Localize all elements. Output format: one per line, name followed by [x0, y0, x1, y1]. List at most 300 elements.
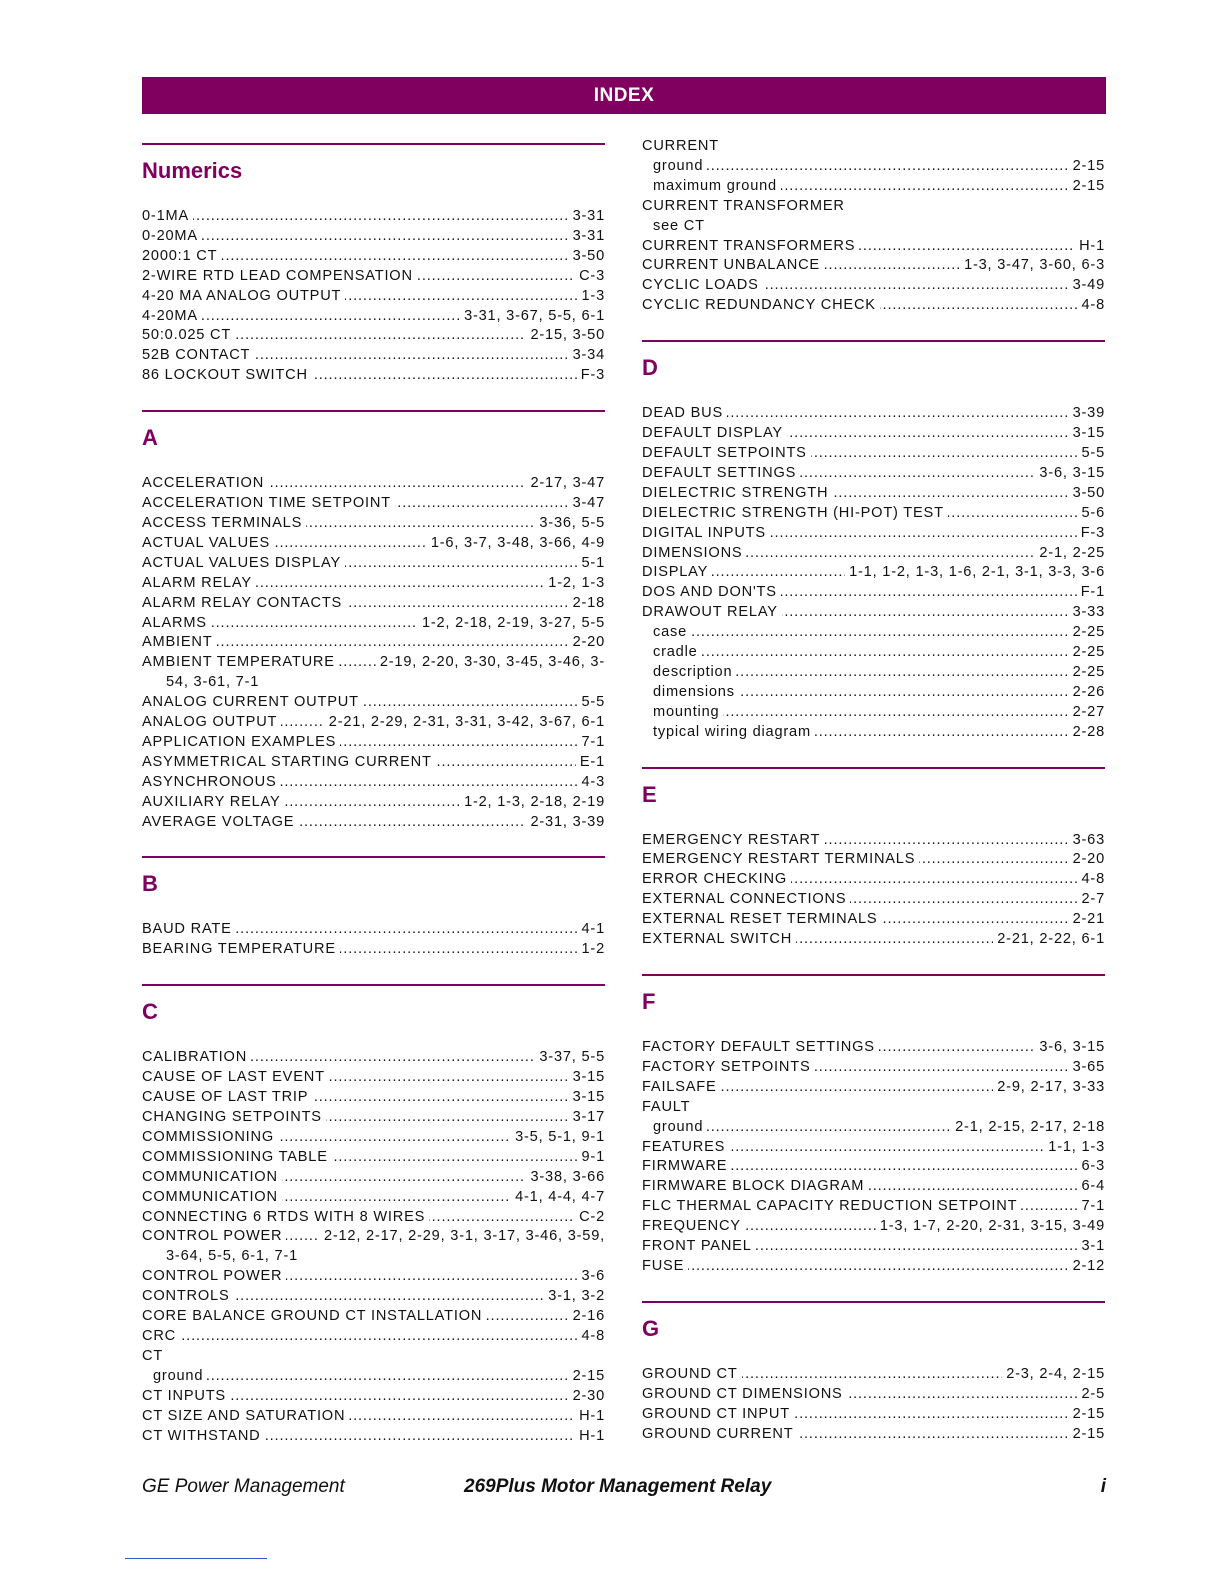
index-page-refs: 1-6, 3-7, 3-48, 3-66, 4-9	[427, 534, 605, 554]
index-term: FRONT PANEL	[642, 1238, 756, 1254]
index-list-current	[642, 137, 1105, 316]
index-page-refs: F-3	[1077, 524, 1105, 544]
index-term: FREQUENCY	[642, 1218, 745, 1234]
index-term: ACTUAL VALUES DISPLAY	[142, 555, 345, 571]
index-page-refs: 5-5	[1078, 444, 1106, 464]
index-entry	[142, 326, 605, 346]
index-term: mounting	[642, 704, 723, 720]
index-entry	[142, 733, 605, 753]
index-page-refs: 1-3, 1-7, 2-20, 2-31, 3-15, 3-49	[876, 1217, 1105, 1237]
index-entry	[642, 1118, 1105, 1138]
index-page-refs: 2-25	[1069, 663, 1105, 683]
section-title-f: F	[642, 989, 656, 1014]
section-divider	[642, 767, 1105, 769]
index-term: DOS AND DON'TS	[642, 584, 781, 600]
index-entry	[642, 1237, 1105, 1257]
index-page-refs: 7-1	[1078, 1197, 1106, 1217]
index-page-refs: H-1	[1075, 237, 1105, 257]
index-page-refs: 2-20	[1069, 850, 1105, 870]
index-term: BEARING TEMPERATURE	[142, 941, 340, 957]
index-entry	[142, 1347, 605, 1367]
index-entry	[642, 1257, 1105, 1277]
index-page-refs: 2-25	[1069, 643, 1105, 663]
index-page-refs: 2-1, 2-25	[1035, 544, 1105, 564]
index-entry	[642, 890, 1105, 910]
index-term: ERROR CHECKING	[642, 871, 791, 887]
index-list-f	[642, 1038, 1105, 1277]
index-page-refs: 1-1, 1-2, 1-3, 1-6, 2-1, 3-1, 3-3, 3-6	[845, 563, 1105, 583]
index-term: FAULT	[642, 1099, 694, 1115]
index-entry	[142, 773, 605, 793]
index-list-c	[142, 1048, 605, 1446]
section-title-b: B	[142, 871, 158, 897]
index-page-refs: 3-50	[1069, 484, 1105, 504]
index-term: EMERGENCY RESTART	[642, 832, 824, 848]
index-page-refs: 1-2, 1-3	[544, 574, 605, 594]
index-entry	[142, 653, 605, 673]
index-page-refs: 3-34	[569, 346, 605, 366]
index-term: COMMUNICATION	[142, 1189, 282, 1205]
index-entry	[642, 404, 1105, 424]
section-title-e: E	[642, 781, 657, 807]
index-entry	[142, 1068, 605, 1088]
index-entry	[642, 1197, 1105, 1217]
index-term: 52B CONTACT	[142, 347, 254, 363]
index-page-refs: F-3	[577, 366, 605, 386]
index-entry	[142, 633, 605, 653]
index-term: CORE BALANCE GROUND CT INSTALLATION	[142, 1308, 486, 1324]
index-list-b	[142, 920, 605, 960]
index-entry	[142, 1227, 605, 1247]
index-term: DEAD BUS	[642, 405, 727, 421]
index-page-refs: 3-47	[569, 494, 605, 514]
index-term: CYCLIC REDUNDANCY CHECK	[642, 297, 880, 313]
index-entry	[642, 1138, 1105, 1158]
index-page-refs: 2-21	[1069, 910, 1105, 930]
index-page-refs: 2-7	[1078, 890, 1106, 910]
index-entry	[142, 267, 605, 287]
index-entry	[642, 1405, 1105, 1425]
index-term: typical wiring diagram	[642, 724, 815, 740]
index-page-refs: 2-12	[1069, 1257, 1105, 1277]
index-page-refs: 1-2, 1-3, 2-18, 2-19	[460, 793, 605, 813]
index-page-refs: 4-1	[578, 920, 606, 940]
section-divider	[142, 856, 605, 858]
index-term: maximum ground	[642, 178, 781, 194]
index-list-e	[642, 831, 1105, 950]
index-entry	[142, 693, 605, 713]
index-page-refs: F-1	[1077, 583, 1105, 603]
index-page-refs: 3-49	[1069, 276, 1105, 296]
index-entry	[142, 307, 605, 327]
index-term: CONNECTING 6 RTDS WITH 8 WIRES	[142, 1209, 429, 1225]
index-term: ALARM RELAY CONTACTS	[142, 595, 346, 611]
index-term: EXTERNAL RESET TERMINALS	[642, 911, 881, 927]
index-term: 4-20MA	[142, 308, 202, 324]
index-page-refs: 2-19, 2-20, 3-30, 3-45, 3-46, 3-	[376, 653, 605, 673]
left-column	[142, 143, 605, 1470]
index-entry	[142, 614, 605, 634]
index-entry	[642, 177, 1105, 197]
index-page-refs: 3-1	[1078, 1237, 1106, 1257]
index-entry	[142, 346, 605, 366]
index-term: CURRENT UNBALANCE	[642, 257, 824, 273]
index-term: CURRENT	[642, 138, 723, 154]
index-list-d	[642, 404, 1105, 742]
index-page-refs: 4-8	[1078, 870, 1106, 890]
index-entry	[642, 583, 1105, 603]
index-term: COMMUNICATION	[142, 1169, 282, 1185]
index-page-refs: 2-12, 2-17, 2-29, 3-1, 3-17, 3-46, 3-59,	[320, 1227, 605, 1247]
index-term: DIELECTRIC STRENGTH (HI-POT) TEST	[642, 505, 948, 521]
index-entry	[142, 673, 605, 693]
index-entry	[642, 723, 1105, 743]
index-page-refs: E-1	[576, 753, 605, 773]
index-term: DIMENSIONS	[642, 545, 746, 561]
index-entry	[642, 217, 1105, 237]
index-page-refs: H-1	[575, 1407, 605, 1427]
index-entry	[642, 1157, 1105, 1177]
index-term: FLC THERMAL CAPACITY REDUCTION SETPOINT	[642, 1198, 1021, 1214]
index-page-refs: 1-3, 3-47, 3-60, 6-3	[960, 256, 1105, 276]
index-term: COMMISSIONING TABLE	[142, 1149, 332, 1165]
index-term: ground	[642, 158, 707, 174]
index-term: CONTROLS	[142, 1288, 234, 1304]
index-entry	[142, 1108, 605, 1128]
index-page-refs: 3-15	[1069, 424, 1105, 444]
index-entry	[142, 1168, 605, 1188]
index-entry	[142, 574, 605, 594]
index-term: FACTORY DEFAULT SETTINGS	[642, 1039, 879, 1055]
index-page-refs: 2-31, 3-39	[526, 813, 605, 833]
index-term: 2-WIRE RTD LEAD COMPENSATION	[142, 268, 417, 284]
index-entry	[142, 920, 605, 940]
index-page-refs: 2-20	[569, 633, 605, 653]
index-entry	[142, 1367, 605, 1387]
index-page-refs: 2-30	[569, 1387, 605, 1407]
index-term: CHANGING SETPOINTS	[142, 1109, 326, 1125]
index-entry	[642, 137, 1105, 157]
index-list-a	[142, 474, 605, 832]
index-entry	[642, 850, 1105, 870]
index-page-refs: 4-3	[578, 773, 606, 793]
index-page-refs: 2-18	[569, 594, 605, 614]
index-term: ground	[142, 1368, 207, 1384]
index-entry	[142, 1188, 605, 1208]
index-term: EXTERNAL SWITCH	[642, 931, 796, 947]
index-term: FACTORY SETPOINTS	[642, 1059, 815, 1075]
index-page-refs: 5-6	[1078, 504, 1106, 524]
index-entry	[142, 1267, 605, 1287]
index-term: ACCELERATION	[142, 475, 268, 491]
index-entry	[642, 1058, 1105, 1078]
index-page-refs: 3-38, 3-66	[526, 1168, 605, 1188]
index-entry	[642, 524, 1105, 544]
section-divider	[642, 974, 1105, 976]
index-entry	[142, 287, 605, 307]
index-entry	[142, 1427, 605, 1447]
index-term: AMBIENT TEMPERATURE	[142, 654, 339, 670]
index-term: ACCESS TERMINALS	[142, 515, 306, 531]
index-term: ACTUAL VALUES	[142, 535, 274, 551]
index-term: EMERGENCY RESTART TERMINALS	[642, 851, 919, 867]
index-entry	[642, 831, 1105, 851]
index-term: DIGITAL INPUTS	[642, 525, 770, 541]
index-entry	[642, 276, 1105, 296]
index-entry	[642, 1217, 1105, 1237]
index-list-numerics	[142, 207, 605, 386]
index-term: ground	[642, 1119, 707, 1135]
index-entry	[142, 366, 605, 386]
page-title: INDEX	[593, 84, 655, 106]
index-term: DIELECTRIC STRENGTH	[642, 485, 832, 501]
index-term: 54, 3-61, 7-1	[166, 674, 263, 690]
index-page-refs: 3-37, 5-5	[535, 1048, 605, 1068]
index-page-refs: 2-28	[1069, 723, 1105, 743]
index-page-refs: C-3	[575, 267, 605, 287]
index-term: dimensions	[642, 684, 739, 700]
index-page-refs: 2-1, 2-15, 2-17, 2-18	[951, 1118, 1105, 1138]
index-page-refs: 3-36, 5-5	[535, 514, 605, 534]
section-divider	[142, 143, 605, 145]
index-page-refs: 3-31	[569, 207, 605, 227]
index-term: AVERAGE VOLTAGE	[142, 814, 298, 830]
index-entry	[642, 1078, 1105, 1098]
index-entry	[142, 534, 605, 554]
index-entry	[642, 444, 1105, 464]
index-term: 4-20 MA ANALOG OUTPUT	[142, 288, 345, 304]
index-page-refs: 3-15	[569, 1068, 605, 1088]
index-entry	[142, 1148, 605, 1168]
index-term: CT	[142, 1348, 167, 1364]
index-entry	[142, 207, 605, 227]
index-term: CRC	[142, 1328, 180, 1344]
index-term: GROUND CT	[642, 1366, 742, 1382]
index-term: AUXILIARY RELAY	[142, 794, 285, 810]
index-page-refs: 9-1	[578, 1148, 606, 1168]
page-footer	[142, 1476, 1106, 1500]
index-term: DISPLAY	[642, 564, 712, 580]
index-term: DEFAULT DISPLAY	[642, 425, 787, 441]
index-page-refs: 1-2, 2-18, 2-19, 3-27, 5-5	[418, 614, 605, 634]
index-entry	[642, 563, 1105, 583]
index-page-refs: 2-17, 3-47	[526, 474, 605, 494]
index-entry	[642, 683, 1105, 703]
footer-company: GE Power Management	[142, 1476, 345, 1497]
index-term: CAUSE OF LAST TRIP	[142, 1089, 312, 1105]
index-entry	[142, 813, 605, 833]
bottom-link-underline	[125, 1558, 267, 1559]
index-entry	[142, 713, 605, 733]
index-entry	[142, 514, 605, 534]
index-entry	[642, 603, 1105, 623]
right-column	[642, 137, 1105, 1469]
index-entry	[642, 197, 1105, 217]
index-term: FEATURES	[642, 1139, 729, 1155]
section-title-numerics: Numerics	[142, 158, 243, 183]
index-term: AMBIENT	[142, 634, 216, 650]
index-entry	[142, 1128, 605, 1148]
index-term: ALARM RELAY	[142, 575, 256, 591]
index-page-refs: 3-33	[1069, 603, 1105, 623]
index-term: ALARMS	[142, 615, 211, 631]
index-entry	[642, 237, 1105, 257]
index-term: 0-1MA	[142, 208, 193, 224]
index-term: CT SIZE AND SATURATION	[142, 1408, 349, 1424]
index-entry	[142, 1327, 605, 1347]
index-list-g	[642, 1365, 1105, 1445]
index-page-refs: 3-6, 3-15	[1035, 1038, 1105, 1058]
index-page-refs: H-1	[575, 1427, 605, 1447]
index-page-refs: 2-5	[1078, 1385, 1106, 1405]
section-title-g: G	[642, 1315, 660, 1341]
index-term: DRAWOUT RELAY	[642, 604, 782, 620]
index-page-refs: 3-6	[578, 1267, 606, 1287]
index-entry	[142, 1088, 605, 1108]
index-entry	[642, 1365, 1105, 1385]
index-entry	[642, 504, 1105, 524]
index-header-bar	[142, 77, 1106, 114]
index-entry	[142, 1287, 605, 1307]
section-divider	[642, 1301, 1105, 1303]
footer-page-number: i	[1100, 1476, 1106, 1497]
index-term: APPLICATION EXAMPLES	[142, 734, 340, 750]
index-term: CONTROL POWER	[142, 1268, 286, 1284]
index-term: COMMISSIONING	[142, 1129, 278, 1145]
index-entry	[142, 940, 605, 960]
index-page-refs: 2-21, 2-29, 2-31, 3-31, 3-42, 3-67, 6-1	[325, 713, 605, 733]
index-page-refs: 2-25	[1069, 623, 1105, 643]
index-page-refs: 3-6, 3-15	[1035, 464, 1105, 484]
index-page-refs: 2-21, 2-22, 6-1	[993, 930, 1105, 950]
index-term: ASYMMETRICAL STARTING CURRENT	[142, 754, 436, 770]
index-entry	[142, 227, 605, 247]
index-entry	[642, 157, 1105, 177]
index-page-refs: 2-15	[1069, 1425, 1105, 1445]
index-entry	[142, 753, 605, 773]
index-page-refs: 4-1, 4-4, 4-7	[511, 1188, 605, 1208]
index-entry	[642, 703, 1105, 723]
index-entry	[642, 1177, 1105, 1197]
index-entry	[142, 594, 605, 614]
index-page-refs: 7-1	[578, 733, 606, 753]
index-entry	[642, 1425, 1105, 1445]
index-term: ACCELERATION TIME SETPOINT	[142, 495, 395, 511]
index-page-refs: 2-26	[1069, 683, 1105, 703]
index-page-refs: 3-31, 3-67, 5-5, 6-1	[460, 307, 605, 327]
index-term: GROUND CT INPUT	[642, 1406, 794, 1422]
section-title-c: C	[142, 999, 158, 1025]
index-term: CYCLIC LOADS	[642, 277, 763, 293]
index-page-refs: 1-3	[578, 287, 606, 307]
section-title-a: A	[142, 425, 158, 451]
index-entry	[642, 256, 1105, 276]
index-term: DEFAULT SETTINGS	[642, 465, 800, 481]
index-page-refs: 3-65	[1069, 1058, 1105, 1078]
index-term: ANALOG OUTPUT	[142, 714, 281, 730]
index-term: FIRMWARE BLOCK DIAGRAM	[642, 1178, 868, 1194]
index-entry	[642, 1098, 1105, 1118]
index-page-refs: 3-31	[569, 227, 605, 247]
index-term: see CT	[642, 218, 709, 234]
index-term: 0-20MA	[142, 228, 202, 244]
index-entry	[142, 1208, 605, 1228]
index-term: 50:0.025 CT	[142, 327, 235, 343]
index-entry	[142, 1307, 605, 1327]
index-term: FAILSAFE	[642, 1079, 721, 1095]
index-term: CURRENT TRANSFORMER	[642, 198, 849, 214]
index-term: DEFAULT SETPOINTS	[642, 445, 811, 461]
index-page-refs: 2-16	[569, 1307, 605, 1327]
index-term: ASYNCHRONOUS	[142, 774, 280, 790]
index-entry	[642, 296, 1105, 316]
index-page-refs: 2-15	[1069, 1405, 1105, 1425]
index-entry	[142, 1387, 605, 1407]
index-term: CURRENT TRANSFORMERS	[642, 238, 859, 254]
index-term: EXTERNAL CONNECTIONS	[642, 891, 850, 907]
index-term: ANALOG CURRENT OUTPUT	[142, 694, 363, 710]
index-entry	[642, 930, 1105, 950]
index-term: FIRMWARE	[642, 1158, 731, 1174]
index-entry	[142, 247, 605, 267]
index-term: CALIBRATION	[142, 1049, 251, 1065]
index-entry	[142, 1048, 605, 1068]
index-page-refs: 1-1, 1-3	[1044, 1138, 1105, 1158]
index-entry	[142, 793, 605, 813]
index-term: 86 LOCKOUT SWITCH	[142, 367, 312, 383]
index-page-refs: 2-15, 3-50	[526, 326, 605, 346]
section-divider	[642, 340, 1105, 342]
index-page-refs: C-2	[575, 1208, 605, 1228]
index-page-refs: 3-5, 5-1, 9-1	[511, 1128, 605, 1148]
index-page-refs: 2-27	[1069, 703, 1105, 723]
index-page-refs: 3-1, 3-2	[544, 1287, 605, 1307]
index-entry	[642, 870, 1105, 890]
index-entry	[642, 424, 1105, 444]
index-term: CAUSE OF LAST EVENT	[142, 1069, 329, 1085]
index-term: CT WITHSTAND	[142, 1428, 265, 1444]
index-entry	[642, 1385, 1105, 1405]
index-entry	[642, 1038, 1105, 1058]
index-page-refs: 4-8	[1078, 296, 1106, 316]
index-page-refs: 5-5	[578, 693, 606, 713]
index-term: CT INPUTS	[142, 1388, 230, 1404]
index-page-refs: 4-8	[578, 1327, 606, 1347]
index-entry	[142, 1247, 605, 1267]
index-term: FUSE	[642, 1258, 688, 1274]
index-term: BAUD RATE	[142, 921, 236, 937]
index-term: 2000:1 CT	[142, 248, 221, 264]
index-page-refs: 2-15	[1069, 157, 1105, 177]
index-term: GROUND CT DIMENSIONS	[642, 1386, 847, 1402]
index-page-refs: 2-15	[569, 1367, 605, 1387]
footer-product: 269Plus Motor Management Relay	[464, 1476, 772, 1497]
index-page-refs: 2-15	[1069, 177, 1105, 197]
index-entry	[142, 554, 605, 574]
section-divider	[142, 410, 605, 412]
index-entry	[642, 544, 1105, 564]
index-term: 3-64, 5-5, 6-1, 7-1	[166, 1248, 302, 1264]
index-entry	[142, 474, 605, 494]
index-entry	[642, 643, 1105, 663]
index-page-refs: 3-63	[1069, 831, 1105, 851]
index-page-refs: 3-17	[569, 1108, 605, 1128]
index-page-refs: 2-9, 2-17, 3-33	[993, 1078, 1105, 1098]
index-term: case	[642, 624, 691, 640]
index-entry	[142, 1407, 605, 1427]
index-page-refs: 6-4	[1078, 1177, 1106, 1197]
section-divider	[142, 984, 605, 986]
